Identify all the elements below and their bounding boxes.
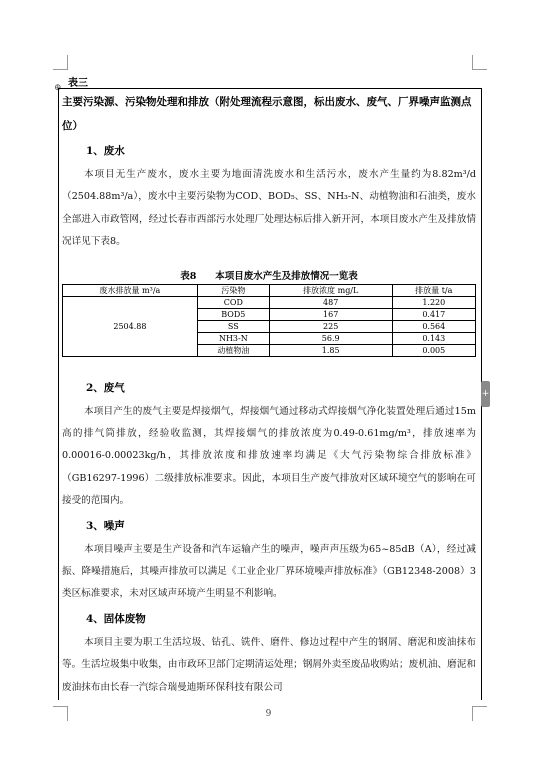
volume-cell: 2504.88 — [63, 296, 198, 356]
section-title-gas: 2、废气 — [86, 381, 125, 394]
section-title-solid-waste: 4、固体废物 — [86, 612, 146, 625]
table-label: 表三 — [68, 78, 88, 89]
header-cell: 污染物 — [197, 284, 269, 296]
crop-mark-top-right — [472, 55, 487, 70]
pollutant-cell: 动植物油 — [197, 344, 269, 356]
amount-cell: 0.417 — [392, 308, 475, 320]
content-body — [62, 90, 476, 699]
conc-cell: 167 — [269, 308, 392, 320]
amount-cell: 1.220 — [392, 296, 475, 308]
pollutant-cell: BOD5 — [197, 308, 269, 320]
table-anchor-icon[interactable]: ⊕ — [54, 83, 62, 93]
amount-cell: 0.005 — [392, 344, 475, 356]
frame-header: 主要污染源、污染物处理和排放（附处理流程示意图，标出废水、废气、厂界噪声监测点位） — [62, 96, 472, 132]
crop-mark-top-left — [53, 55, 68, 70]
table-caption: 表8 本项目废水产生及排放情况一览表 — [180, 270, 358, 282]
header-cell: 排放浓度 mg/L — [269, 284, 392, 296]
conc-cell: 225 — [269, 320, 392, 332]
conc-cell: 56.9 — [269, 332, 392, 344]
amount-cell: 0.564 — [392, 320, 475, 332]
paragraph-gas: 本项目产生的废气主要是焊接烟气，焊接烟气通过移动式焊接烟气净化装置处理后通过15m高的排气筒排放，经验收监测，其焊接烟气的排放浓度为0.49-0.61mg/m³，排放速率为0.00016-0.00023kg/h，其排放浓度和排放速率均满足《大气污染物综合排放标准》（GB16297-1996）二级排放标准要求。因此，本项目生产废气排放对区域环境空气的影响在可接受的范围内。 — [62, 405, 476, 507]
paragraph-solid-waste: 本项目主要为职工生活垃圾、钻孔、铣件、磨件、修边过程中产生的钢屑、磨泥和废油抹布等。生活垃圾集中收集，由市政环卫部门定期清运处理；钢屑外卖至废品收购站；废机油、磨泥和废油抹布由长春一汽综合瑞曼迪斯环保科技有限公司 — [62, 636, 476, 693]
wastewater-table — [62, 284, 476, 357]
expand-panel-tab[interactable]: + — [481, 381, 490, 407]
header-cell: 废水排放量 m³/a — [63, 284, 198, 296]
pollutant-cell: COD — [197, 296, 269, 308]
pollutant-cell: NH3-N — [197, 332, 269, 344]
section-title-noise: 3、噪声 — [86, 519, 125, 532]
header-cell: 排放量 t/a — [392, 284, 475, 296]
section-title-water: 1、废水 — [86, 145, 125, 157]
pollutant-cell: SS — [197, 320, 269, 332]
amount-cell: 0.143 — [392, 332, 475, 344]
table-header-row — [63, 284, 476, 296]
paragraph-noise: 本项目噪声主要是生产设备和汽车运输产生的噪声，噪声声压级为65~85dB（A），经过减振、降噪措施后，其噪声排放可以满足《工业企业厂界环境噪声排放标准》（GB12348-2008）3类区标准要求，未对区域声环境产生明显不利影响。 — [62, 543, 476, 600]
page-number: 9 — [265, 709, 272, 719]
conc-cell: 1.85 — [269, 344, 392, 356]
paragraph-water: 本项目无生产废水，废水主要为地面清洗废水和生活污水，废水产生量约为8.82m³/d（2504.88m³/a），废水中主要污染物为COD、BOD₅、SS、NH₃-N、动植物油和石油类，废水全部进入市政管网，经过长春市西部污水处理厂处理达标后排入新开河，本项目废水产生及排放情况详见下表8。 — [62, 169, 476, 248]
conc-cell: 487 — [269, 296, 392, 308]
table-row — [63, 296, 476, 308]
